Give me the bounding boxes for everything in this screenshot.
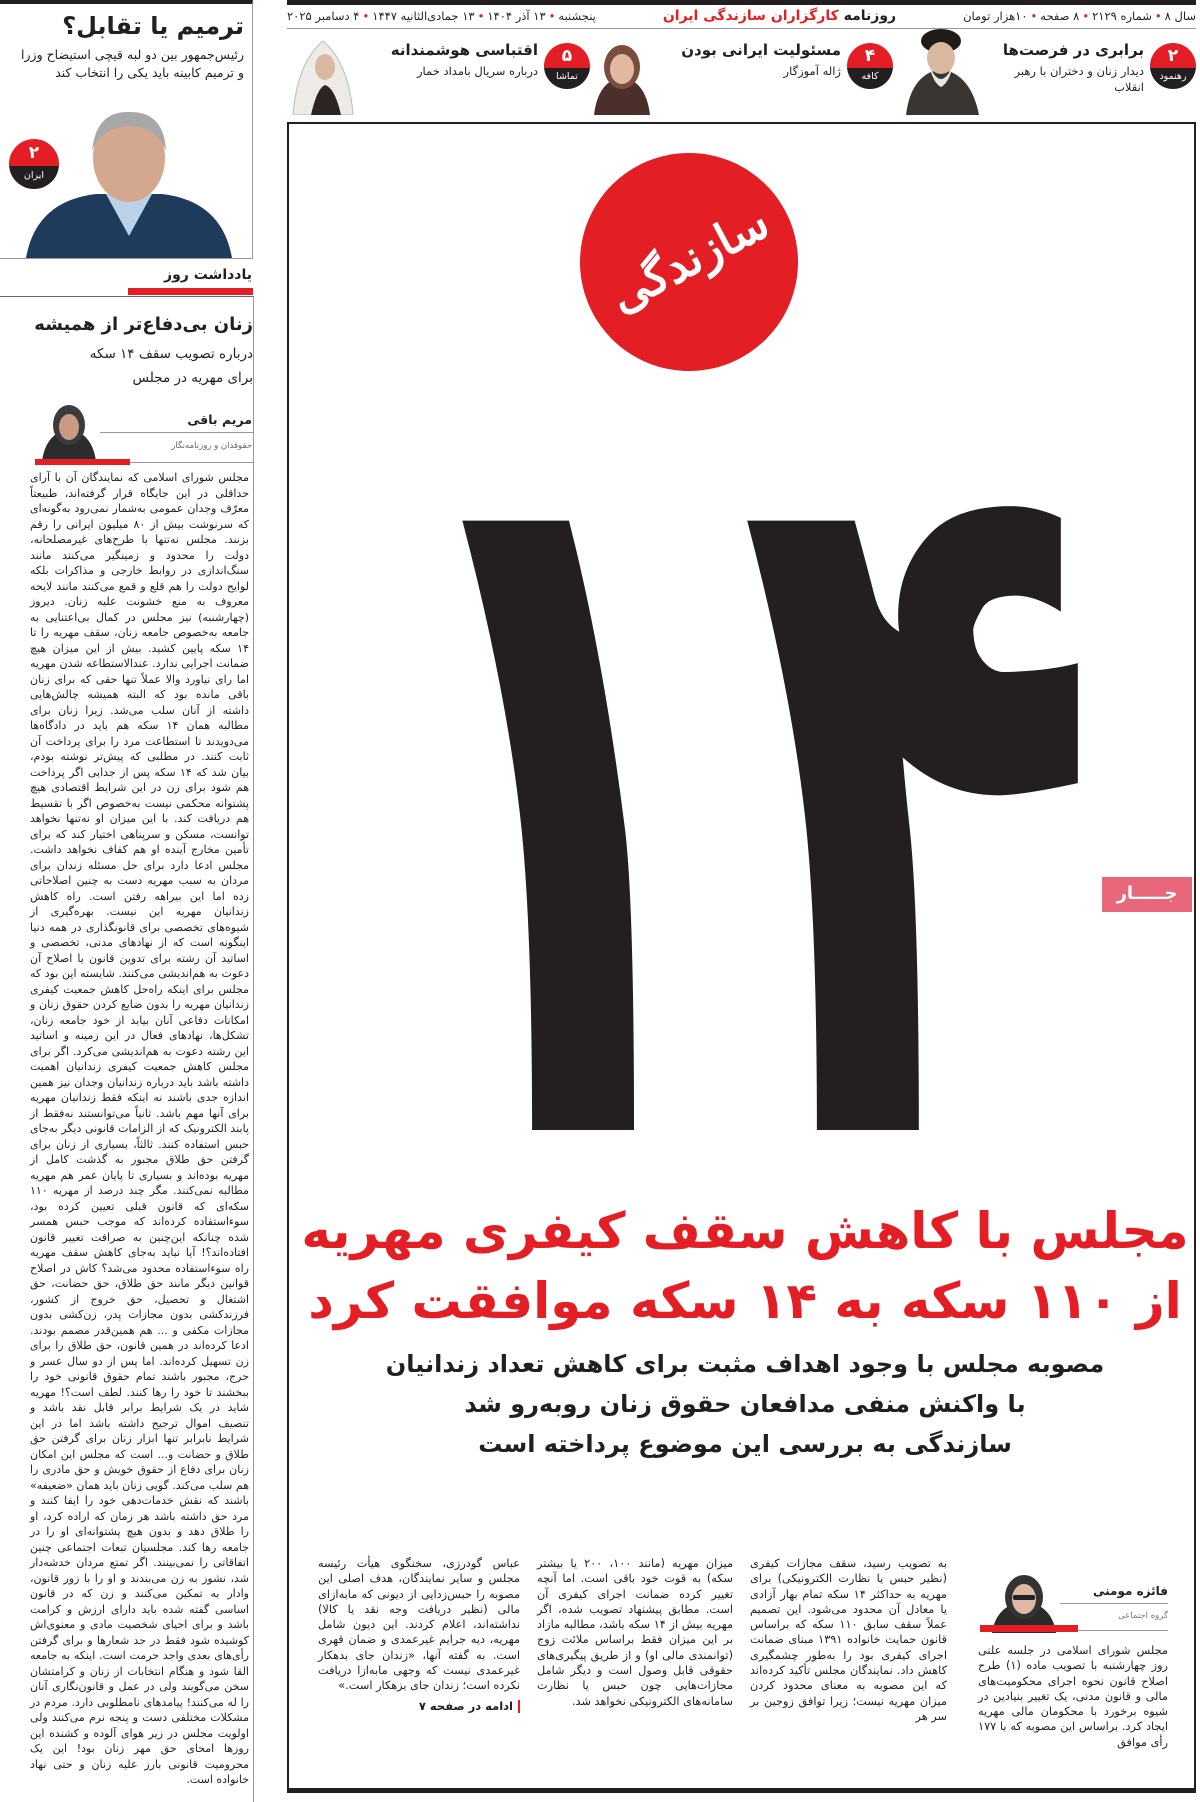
teaser-subtitle: درباره سریال بامداد خمار [417,64,538,78]
subhead-line: با واکنش منفی مدافعان حقوق زنان روبه‌رو شد [464,1390,1026,1418]
subtitle-line: برای مهریه در مجلس [132,370,253,386]
editorial-author-name: مریم باقی [187,412,252,427]
main-heads [300,1196,1190,1464]
teaser-3-badge [544,43,590,89]
date-lunar: ۱۳ جمادی‌الثانیه ۱۴۴۷ [372,9,475,23]
subhead-line: سازندگی به بررسی این موضوع پرداخته است [478,1430,1012,1458]
header [287,0,1196,115]
side-story-photo [26,106,232,258]
editorial-title: زنان بی‌دفاع‌تر از همیشه [34,314,253,335]
main-author-photo [988,1573,1060,1633]
teaser-title: مسئولیت ایرانی بودن [681,41,841,59]
page-number: ۲ [9,139,59,166]
story-column-3: میزان مهریه (مانند ۱۰۰، ۲۰۰ یا بیشتر سکه) به قوت خود باقی است. اما آنچه تغییر کرده ضمانت اجرای کیفری آن است. مطابق پیشنهاد تصویب شده، اگر مهریه بیش از ۱۴ سکه باشد، مطالبه مازاد بر این میزان فقط براساس ملائت زوج (توانمندی مالی او) و از طریق پیگیری‌های حقوقی قابل وصول است و دیگر شامل مجازات‌هایی چون حبس یا نظارت سامانه‌های الکترونیکی نخواهد شد. [537,1557,734,1708]
teaser-1-badge [1150,43,1196,89]
teaser-2[interactable] [590,29,893,115]
side-story-badge [9,139,59,189]
section-label: ایران [9,166,59,189]
paper-prefix: روزنامه [843,8,897,24]
continued-text: ادامه در صفحه ۷ [418,1698,513,1713]
teaser-3[interactable] [287,29,590,115]
bullet: • [1154,9,1162,23]
bullet: • [362,9,370,23]
issue-dates [287,9,596,24]
editorial-heading [13,312,253,390]
teaser-title: برابری در فرصت‌ها [1002,41,1144,59]
author-divider [130,462,253,463]
bullet: • [1082,9,1090,23]
section-tag: جـــــار [1102,877,1192,912]
logo-circle [580,153,798,371]
teaser-title: اقتباسی هوشمندانه [390,41,538,59]
headline-line: مجلس با کاهش سقف کیفری مهریه [301,1202,1189,1260]
continued-link[interactable] [318,1698,520,1714]
bullet: • [548,9,556,23]
teaser-subtitle: دیدار زنان و دختران با رهبر انقلاب [1014,64,1144,94]
section-red-bar [128,288,253,295]
headline-line: از ۱۱۰ سکه به ۱۴ سکه موافقت کرد [308,1272,1182,1330]
teaser-2-badge [847,43,893,89]
author-divider [1078,1630,1168,1631]
side-story-text [8,10,244,82]
issue-year: سال ۸ [1164,9,1196,23]
side-story[interactable] [0,0,253,259]
big-number: ۱۴ [380,405,1100,1145]
issue-number: شماره ۲۱۲۹ [1092,9,1152,23]
page-number: ۴ [847,43,893,68]
subtitle-line: رئیس‌جمهور بین دو لبه قیچی استیضاح وزرا [21,47,244,62]
teaser-subtitle: ژاله آموزگار [783,64,841,78]
page-count: ۸ صفحه [1040,9,1080,23]
price: ۱۰هزار تومان [963,9,1028,23]
side-story-title: ترمیم یا تقابل؟ [62,12,244,40]
big-number-graphic [380,405,1110,1145]
story-column-4: عباس گودرزی، سخنگوی هیأت رئیسه مجلس و سایر نمایندگان، هدف اصلی این مصوبه را حبس‌زدایی از دیونی که مابه‌ازای مالی (نظیر دریافت وجه نقد یا کالا) نداشته‌اند، اعلام کردند. این دیون شامل مهریه، دیه جرایم غیرعمدی و ضمان قهری است. به گفته آنها، «زندان جای بدهکار غیرعمدی نیست که وجهی مابه‌ازا دریافت نکرده است؛ زندان جای بزهکار است.» [318,1557,520,1693]
main-subhead [300,1344,1190,1464]
weekday: پنجشنبه [558,9,596,23]
date-solar: ۱۳ آذر ۱۴۰۴ [487,9,546,23]
section-label: تماشا [544,68,590,89]
paper-name: کارگزاران سازندگی ایران [662,8,839,24]
teaser-1-photo [893,29,989,115]
header-row [287,5,1196,28]
main-author-role: گروه اجتماعی [1118,1611,1168,1621]
bullet: • [1030,9,1038,23]
page-number: ۵ [544,43,590,68]
author-red-bar [980,1625,1078,1632]
issue-info [963,9,1196,24]
date-gregorian: ۴ دسامبر ۲۰۲۵ [287,9,360,23]
editorial-body: مجلس شورای اسلامی که نمایندگان آن با آرای حداقلی در این جایگاه قرار گرفته‌اند، طبیعتاً معرّف وجدان عمومی به‌شمار نمی‌رود به‌گونه‌ای که سرنوشت بیش از ۸۰ میلیون ایرانی را رقم بزنند. مجلس نه‌تنها با طرح‌های غیرمصلحانه، دولت را محدود و زمینگیر می‌کنند مانند سنگ‌اندازی در روابط خارجی و مذاکرات بلکه لوایح دولت را هم قلع و قمع می‌کنند مانند لایحه معروف به منع خشونت علیه زنان. دیروز (چهارشنبه) نیز مجلس در کمال بی‌اعتنایی به جامعه به‌خصوص جامعه زنان، سقف مهریه را تا ۱۴ سکه پایین کشید. بیش از این میزان هیچ ضمانت اجرایی ندارد. عندالاستطاعه شدن مهریه اما رای نیاورد والا عملاً تنها حقی که برای زنان باقی مانده بود که البته همیشه چالش‌هایی داشته از آنان سلب می‌شد. زیرا زنان برای مطالبه همان ۱۴ سکه هم باید در دادگاه‌ها می‌دویدند تا استطاعت مرد را برای پرداخت آن ثابت کنند. در مطلبی که پیش‌تر نوشته بودم، بیان شد که ۱۴ سکه پس از جدایی اگر پرداخت هم شود برای زن در این شرایط اقتصادی هیچ پشتوانه محکمی نیست به‌خصوص اگر با تقسیط هم دریافت کند. با این میزان او نه‌تنها نخواهد توانست، مسکن و سرپناهی اختیار کند که برای تأمین مخارج آینده او هم کفاف نخواهد داشت. مجلس ادعا دارد برای حل مسئله زندان برای مردان به سبب مهریه دست به چنین اصلاحاتی زده اما این بیراهه رفتن است. راه کاهش زندانیان مهریه این نیست. بهره‌گیری از شیوه‌های تخصصی برای قانونگذاری در همه دنیا اینگونه است که از نهادهای مدنی، تخصصی و اساتید آن رشته برای تدوین قانون یا اصلاح آن دعوت به هم‌اندیشی می‌کنند. شایسته این بود که مجلس برای اینکه راه‌حل کاهش جمعیت کیفری زندانیان مهریه را بدون ضایع کردن حقوق زنان و امکانات دفاعی آنان بیابد از خود جامعه زنان، تشکل‌ها، نهادهای فعال در این زمینه و اساتید این رشته دعوت به هم‌اندیشی می‌کرد. اگر برای مجلس کاهش جمعیت کیفری زندانیان اهمیت داشته باشد باید درباره زندانیان وجدان نیز همین اندازه جدی باشند نه اینکه فقط زندانیان مهریه برای آنها مهم باشد. ثانیاً می‌توانستند نه‌فقط از پابند الکترونیک که از الزامات قانونی دیگر به‌جای حبس استفاده کنند. ثالثاً، بسیاری از زنان برای گرفتن حق طلاق مجبور به گذشت کامل از مهریه بوده‌اند و بسیاری تا پایان عمر هم مهریه مطالبه نمی‌کنند. مگر چند درصد از مهریه ۱۱۰ سکه‌ای که قانون قبلی تعیین کرده بود، سوءاستفاده کرده‌اند که موجب حبس همسر شده چنانکه این‌چنین به صرافت تغییر قانون افتاده‌اند؟! آیا نباید به‌جای کاهش سقف مهریه راه سوءاستفاده محدود می‌شد؟ کاش در اصلاح قوانین دیگر مانند حق طلاق، حق حضانت، حق اشتغال و تحصیل، حق خروج از کشور، فرزندکشی بدون مجازات پدر، زن‌کشی بدون مجازات مکفی و ... هم همین‌قدر مصمم بودند. ادعا کرده‌اند در همین قانون، حق طلاق را برای زن تسهیل کرده‌اند. اما پس از دو سال عسر و حرج، مجبور باشند تمام حقوق قانونی خود را ببخشند تا خود را رها کنند. لطف است؟! مهریه شاید در یک شرایط برابر قابل نقد باشد و تنصیف اموال ترجیح داشته باشد اما در این شرایط نابرابر تنها ابزار زنان برای گرفتن حق طلاق و حضانت و... است که مجلس این امکان زنان برای دفاع از حقوق خویش و حق مادری را هم سلب می‌کند. گویی زنان باید همان «ضعیفه» باشند که نقش خدمات‌دهی خود را ایفا کنند و مرد حق داشته باشد هر زمان که اراده کرد، او را طلاق دهد و بدون هیچ پشتوانه‌ای او را در جامعه رها کند. مجلسیان تبعات اجتماعی چنین اتفاقاتی را نمی‌بینند. اگر تمتع مردان خدشه‌دار شد، نشوز به زن می‌بندند و او را با زور قانون، وادار به تمکین می‌کنند و زن که در قانون اساسی گفته شده باید دارای ارزش و کرامت باشد و برای احیای شخصیت مادی و معنوی‌اش کوشیده شود فقط در حد شعارها و برای گرفتن رأی‌های بعدی واجد حرمت است. اینکه به جامعه القا شود و هنگام انتخابات از زنان و کرامتشان سخن می‌گویند ولی در عمل و قانون‌نگاری آنان را له می‌کنند! پیامدهای نامطلوبی دارد. مردم در مشکلات مختلفی دست و پنجه نرم می‌کنند ولی اولویت مجلس در زیر هوای آلوده و کشنده این روزها امحای حق مهر زنان بود! این یک محرومیت قانونی بارز علیه زنان و حتی نهاد خانواده است. [30,471,250,1786]
page-number: ۲ [1150,43,1196,68]
author-divider [100,432,253,433]
author-red-bar [35,459,130,465]
continued-bar [518,1700,520,1713]
main-headline [300,1196,1190,1336]
story-column-2: به تصویب رسید، سقف مجازات کیفری (نظیر حبس یا نظارت الکترونیکی) برای مهریه به حداکثر ۱۴ سکه تمام بهار آزادی یا معادل آن محدود می‌شود. این تصمیم عملاً سقف سابق ۱۱۰ سکه که براساس قانون حمایت خانواده ۱۳۹۱ مبنای ضمانت اجرای کیفری بود را به‌طور چشمگیری کاهش داد. نمایندگان مجلس تأکید کرده‌اند که این مصوبه به معنای محدود کردن میزان مهریه نیست؛ زیرا توافق زوجین بر سر هر [750,1557,947,1723]
logo-text: سازندگی [600,194,778,324]
masthead-name [663,9,896,24]
editorial-author-role: حقوقدان و روزنامه‌نگار [171,441,252,451]
main-author-name: فائزه مومنی [1092,1584,1168,1598]
subtitle-line: و ترمیم کابینه باید یکی را انتخاب کند [55,65,244,80]
section-label: کافه [847,68,893,89]
editorial-author-photo [38,403,100,461]
subtitle-line: درباره تصویب سقف ۱۴ سکه [89,346,253,362]
teaser-row [287,29,1196,115]
bullet: • [477,9,485,23]
story-column-4-wrap [318,1556,520,1714]
teaser-3-photo [287,33,359,115]
editorial-section-label: یادداشت روز [164,267,252,283]
subhead-line: مصوبه مجلس با وجود اهداف مثبت برای کاهش تعداد زندانیان [385,1350,1105,1378]
teaser-2-photo [590,41,654,115]
teaser-1[interactable] [893,29,1196,115]
author-divider [1060,1603,1168,1604]
section-label: رهنمود [1150,68,1196,89]
story-column-1: مجلس شورای اسلامی در جلسه علنی روز چهارشنبه با تصویب ماده (۱) طرح اصلاح قانون نحوه اجرای محکومیت‌های مالی و قانون مدنی، یک تغییر بنیادین در شیوه برخورد با محکومان مالی مهریه ایجاد کرد. براساس این مصوبه که با ۱۷۷ رأی موافق [978,1644,1169,1749]
